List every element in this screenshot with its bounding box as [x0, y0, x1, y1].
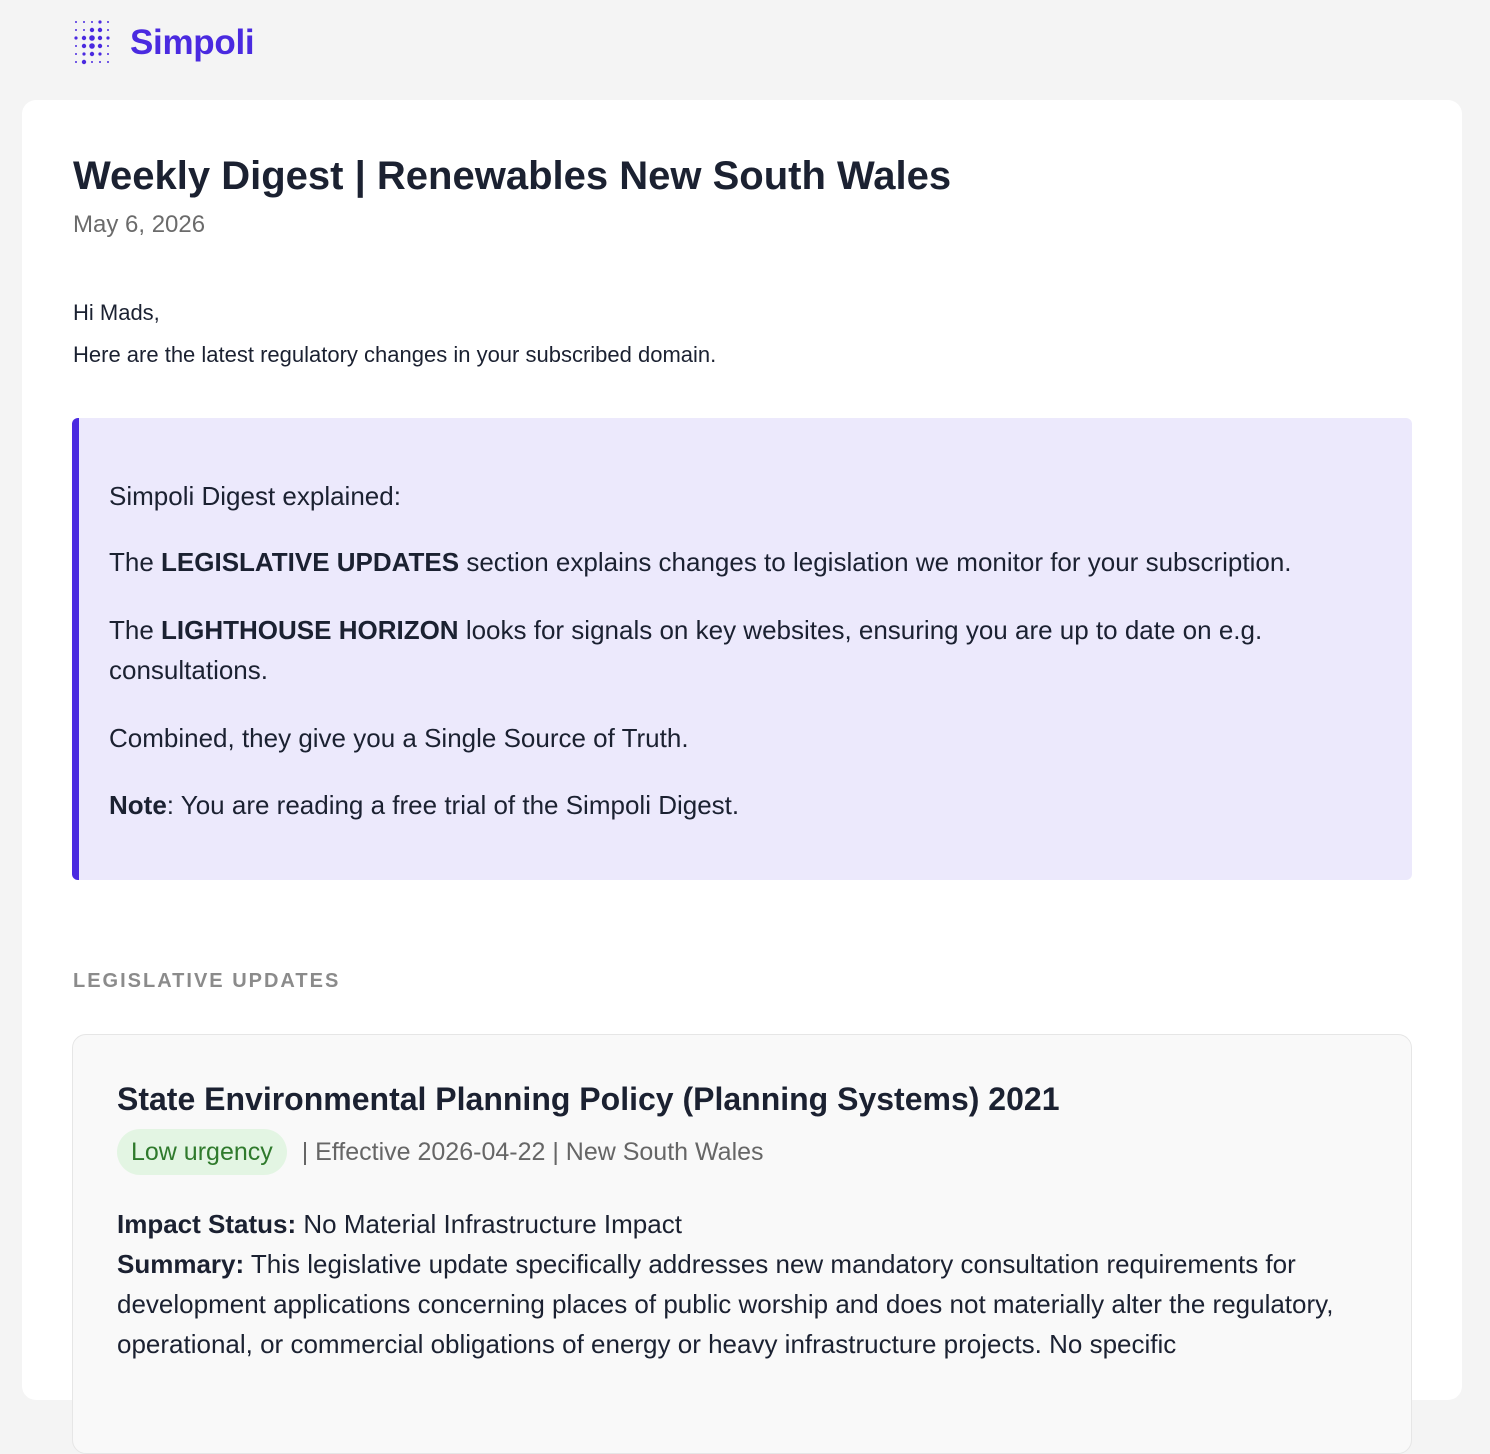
header	[70, 16, 254, 68]
summary	[117, 1244, 1367, 1364]
summary-text: This legislative update specifically addresses new mandatory consultation requirements for development applications concerning places of public worship and does not materially alter the regulatory, operational, or commercial obligations of energy or heavy infrastructure projects. No specific	[117, 1249, 1334, 1359]
legislative-update-card	[72, 1034, 1412, 1454]
dot-grid-logo-icon[interactable]	[70, 17, 116, 67]
note-label: Note	[109, 790, 167, 820]
callout-keyword: LIGHTHOUSE HORIZON	[161, 615, 459, 645]
callout-text: section explains changes to legislation we monitor for your subscription.	[459, 547, 1292, 577]
impact-value: No Material Infrastructure Impact	[296, 1209, 682, 1239]
effective-info: | Effective 2026-04-22 | New South Wales	[294, 1137, 764, 1166]
callout-heading: Simpoli Digest explained:	[109, 481, 401, 511]
brand-name[interactable]: Simpoli	[130, 22, 255, 62]
callout-keyword: LEGISLATIVE UPDATES	[161, 547, 460, 577]
update-title[interactable]: State Environmental Planning Policy (Planning Systems) 2021	[117, 1081, 1060, 1117]
greeting: Hi Mads,	[73, 300, 160, 325]
intro-text: Here are the latest regulatory changes in your subscribed domain.	[73, 342, 717, 367]
section-label-legislative-updates: LEGISLATIVE UPDATES	[73, 970, 341, 992]
callout-text: The	[109, 615, 162, 645]
impact-label: Impact Status:	[117, 1209, 297, 1239]
impact-status	[117, 1204, 1367, 1244]
callout-text: looks for signals on key websites, ensuring you are up to date on e.g. consultations.	[109, 615, 1263, 685]
callout-note	[109, 785, 1379, 825]
callout-truth-paragraph: Combined, they give you a Single Source of Truth.	[109, 723, 689, 753]
page-title: Weekly Digest | Renewables New South Wales	[73, 154, 952, 198]
callout-text: The	[109, 547, 162, 577]
summary-label: Summary:	[117, 1249, 245, 1279]
note-text: : You are reading a free trial of the Simpoli Digest.	[166, 790, 740, 820]
callout-lighthouse-paragraph	[109, 610, 1379, 690]
digest-date: May 6, 2026	[73, 211, 206, 238]
digest-explainer-callout	[72, 418, 1412, 880]
email-card	[22, 100, 1462, 1400]
urgency-badge: Low urgency	[117, 1129, 287, 1175]
update-meta	[117, 1129, 764, 1175]
callout-legislative-paragraph	[109, 542, 1379, 582]
